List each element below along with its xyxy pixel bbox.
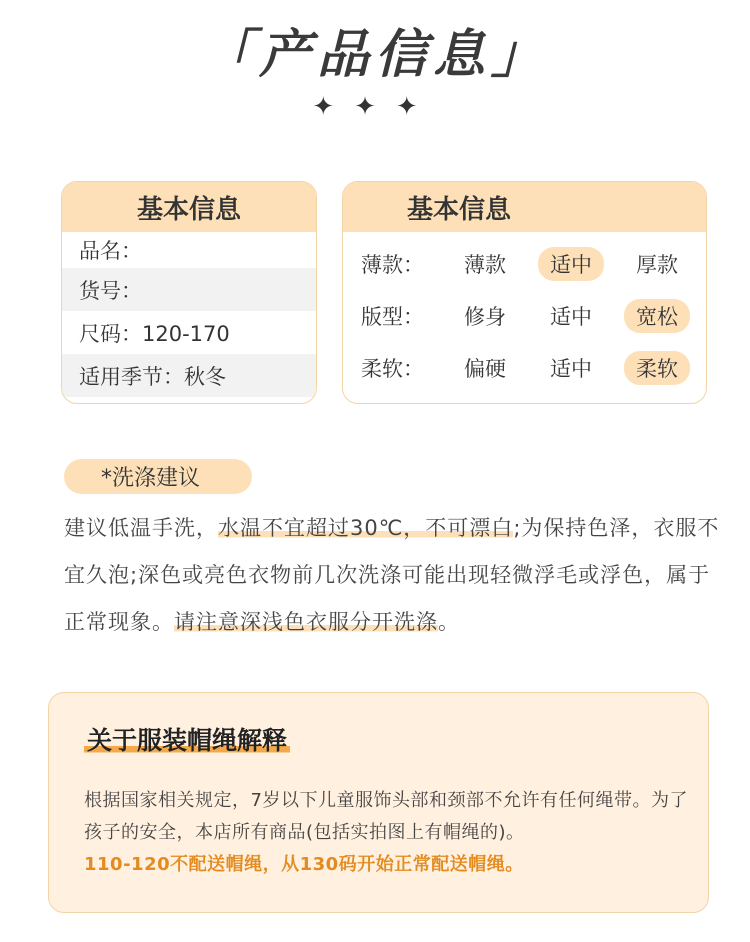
feel-option-label: 适中	[550, 357, 592, 381]
wash-highlight-temp: 水温不宜超过30℃，不可漂白	[218, 516, 514, 540]
feel-option-selected: 柔软	[624, 351, 690, 385]
feel-option	[614, 299, 700, 333]
feel-option-label: 修身	[464, 305, 506, 329]
feel-option	[442, 299, 528, 333]
feel-option	[528, 247, 614, 281]
feel-label: 柔软：	[361, 357, 424, 381]
feel-option	[442, 247, 528, 281]
feel-card	[342, 181, 707, 404]
info-row-size: 尺码：120-170	[79, 321, 230, 346]
basic-info-title: 基本信息	[62, 182, 316, 232]
wash-tag: *洗涤建议	[64, 459, 252, 494]
feel-option-label: 偏硬	[464, 357, 506, 381]
notice-body	[84, 785, 704, 881]
feel-option	[614, 247, 700, 281]
notice-text: 根据国家相关规定，7岁以下儿童服饰头部和颈部不允许有任何绳带。为了孩子的安全，本店所有商品(包括实拍图上有帽绳的)。	[84, 790, 688, 843]
feel-row	[343, 342, 706, 394]
wash-highlight-separate: 请注意深浅色衣服分开洗涤	[174, 610, 438, 634]
basic-info-list	[62, 232, 316, 397]
notice-title: 关于服装帽绳解释	[84, 721, 290, 757]
feel-option-label: 薄款	[464, 253, 506, 277]
wash-text-part: 。	[438, 610, 460, 634]
info-row-name: 品名：	[79, 239, 142, 263]
feel-row	[343, 238, 706, 290]
info-row-season: 适用季节：秋冬	[62, 354, 316, 397]
drawstring-notice	[48, 692, 709, 913]
star-decoration-icon: ✦✦✦	[312, 92, 438, 122]
feel-option	[614, 351, 700, 385]
notice-highlight: 110-120不配送帽绳，从130码开始正常配送帽绳。	[84, 854, 524, 875]
feel-option-label: 适中	[550, 305, 592, 329]
feel-option-label: 厚款	[636, 253, 678, 277]
feel-option	[442, 351, 528, 385]
feel-label: 版型：	[361, 305, 424, 329]
wash-text-part: 建议低温手洗，	[64, 516, 218, 540]
feel-card-title: 基本信息	[343, 182, 706, 232]
feel-label: 薄款：	[361, 253, 424, 277]
feel-option	[528, 299, 614, 333]
feel-row	[343, 290, 706, 342]
page-title: 「产品信息」	[200, 25, 549, 85]
feel-option	[528, 351, 614, 385]
basic-info-card	[61, 181, 317, 404]
wash-text	[64, 505, 724, 646]
wash-text-part: ;为保持色泽，衣服不宜久泡;深色或亮色衣物前几次洗涤可能出现轻微浮毛或浮色，属于正常现象。	[64, 516, 720, 634]
info-row-sku: 货号：	[62, 268, 316, 311]
feel-option-selected: 适中	[538, 247, 604, 281]
feel-option-selected: 宽松	[624, 299, 690, 333]
feel-rows	[343, 232, 706, 394]
